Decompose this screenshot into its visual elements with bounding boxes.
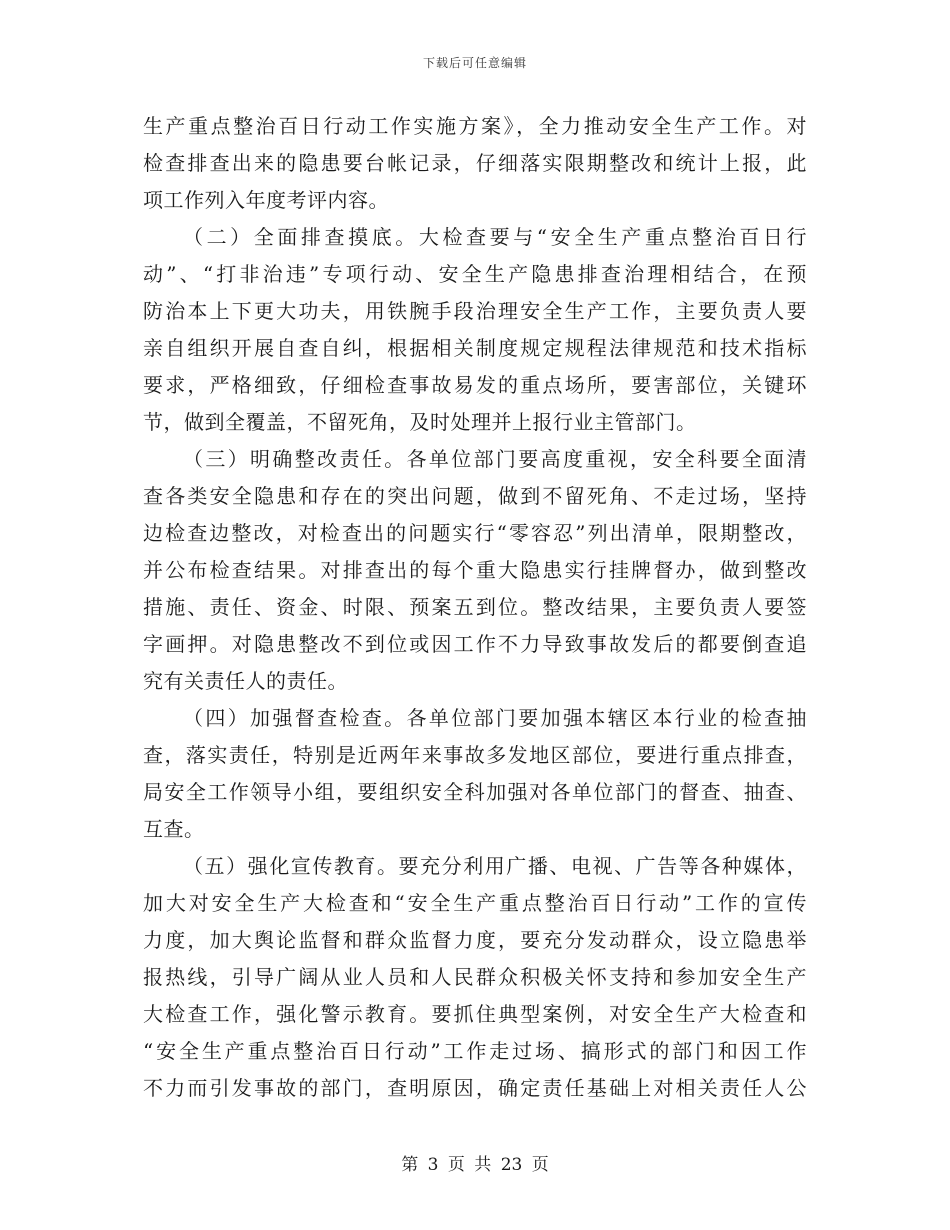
text-line: 查，落实责任，特别是近两年来事故多发地区部位，要进行重点排查， xyxy=(143,743,807,767)
text-line: 加大对安全生产大检查和“安全生产重点整治百日行动”工作的宣传 xyxy=(143,891,807,915)
document-body xyxy=(143,108,807,1107)
text-line: 大检查工作，强化警示教育。要抓住典型案例，对安全生产大检查和 xyxy=(143,1002,807,1026)
text-line: 亲自组织开展自查自纠，根据相关制度规定规程法律规范和技术指标 xyxy=(143,336,807,360)
text-line: 局安全工作领导小组，要组织安全科加强对各单位部门的督查、抽查、 xyxy=(143,780,807,804)
text-line: 防治本上下更大功夫，用铁腕手段治理安全生产工作，主要负责人要 xyxy=(143,299,807,323)
page-number-footer: 第 3 页 共 23 页 xyxy=(401,1155,549,1175)
text-line: 互查。 xyxy=(143,817,205,841)
text-line: 要求，严格细致，仔细检查事故易发的重点场所，要害部位，关键环 xyxy=(143,373,807,397)
text-line: 检查排查出来的隐患要台帐记录，仔细落实限期整改和统计上报，此 xyxy=(143,151,807,175)
text-line: 措施、责任、资金、时限、预案五到位。整改结果，主要负责人要签 xyxy=(143,595,807,619)
text-line: 不力而引发事故的部门，查明原因，确定责任基础上对相关责任人公 xyxy=(143,1076,807,1100)
text-line: 力度，加大舆论监督和群众监督力度，要充分发动群众，设立隐患举 xyxy=(143,928,807,952)
text-line: 并公布检查结果。对排查出的每个重大隐患实行挂牌督办，做到整改 xyxy=(143,558,807,582)
text-line: “安全生产重点整治百日行动”工作走过场、搞形式的部门和因工作 xyxy=(143,1039,807,1063)
paragraph-heading-line: （三）明确整改责任。各单位部门要高度重视，安全科要全面清 xyxy=(183,447,807,471)
text-line: 生产重点整治百日行动工作实施方案》，全力推动安全生产工作。对 xyxy=(143,114,807,138)
text-line: 查各类安全隐患和存在的突出问题，做到不留死角、不走过场，坚持 xyxy=(143,484,807,508)
text-line: 报热线，引导广阔从业人员和人民群众积极关怀支持和参加安全生产 xyxy=(143,965,807,989)
paragraph-heading-line: （五）强化宣传教育。要充分利用广播、电视、广告等各种媒体， xyxy=(183,854,807,878)
text-line: 节，做到全覆盖，不留死角，及时处理并上报行业主管部门。 xyxy=(143,410,697,434)
header-note: 下载后可任意编辑 xyxy=(422,56,527,70)
text-line: 边检查边整改，对检查出的问题实行“零容忍”列出清单，限期整改， xyxy=(143,521,807,545)
text-line: 项工作列入年度考评内容。 xyxy=(143,188,389,212)
text-line: 动”、“打非治违”专项行动、安全生产隐患排查治理相结合，在预 xyxy=(143,262,807,286)
paragraph-heading-line: （二）全面排查摸底。大检查要与“安全生产重点整治百日行 xyxy=(183,225,807,249)
text-line: 究有关责任人的责任。 xyxy=(143,669,348,693)
paragraph-heading-line: （四）加强督查检查。各单位部门要加强本辖区本行业的检查抽 xyxy=(183,706,807,730)
text-line: 字画押。对隐患整改不到位或因工作不力导致事故发后的都要倒查追 xyxy=(143,632,807,656)
